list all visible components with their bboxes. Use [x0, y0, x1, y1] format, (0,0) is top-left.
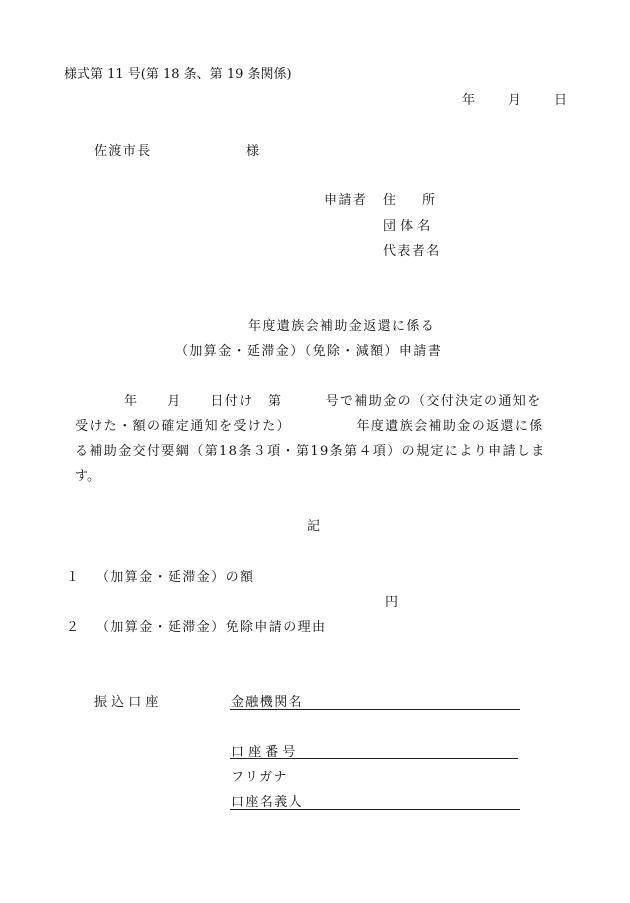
- item-2-number: ２: [66, 620, 80, 635]
- title-line-1: 年度遺族会補助金返還に係る: [248, 319, 436, 334]
- account-number-label: 口 座 番 号: [231, 745, 296, 760]
- address-label: 住 所: [383, 193, 436, 208]
- bank-name-label: 金融機関名: [231, 695, 304, 710]
- representative-label: 代表者名: [383, 244, 441, 259]
- body-line-4: す。: [75, 469, 100, 484]
- body-line-3: る補助金交付要綱（第18条３項・第19条第４項）の規定により申請しま: [75, 444, 546, 459]
- form-number: 様式第 11 号(第 18 条、第 19 条関係): [64, 67, 292, 82]
- account-holder-underline: [230, 809, 520, 810]
- date-month: 月: [508, 93, 522, 108]
- item-1-number: １: [66, 570, 80, 585]
- account-number-underline: [230, 758, 518, 759]
- addressee-name: 佐渡市長: [94, 144, 152, 159]
- group-name-label: 団 体 名: [383, 219, 431, 234]
- body-line-2: 受けた・額の確定通知を受けた） 年度遺族会補助金の返還に係: [75, 419, 544, 434]
- item-2-label: （加算金・延滞金）免除申請の理由: [96, 620, 327, 635]
- date-year: 年: [462, 93, 476, 108]
- applicant-label: 申請者: [324, 193, 368, 208]
- bank-heading: 振 込 口 座: [94, 695, 159, 710]
- ki-heading: 記: [307, 519, 321, 534]
- account-holder-label: 口座名義人: [231, 795, 304, 810]
- body-line-1: 年 月 日付け 第 号で補助金の（交付決定の通知を: [124, 394, 542, 409]
- title-line-2: （加算金・延滞金）（免除・減額）申請書: [175, 344, 443, 359]
- furigana-label: フリガナ: [231, 770, 288, 785]
- addressee-honorific: 様: [246, 144, 260, 159]
- item-1-unit: 円: [385, 595, 399, 610]
- bank-name-underline: [230, 709, 520, 710]
- item-1-label: （加算金・延滞金）の額: [96, 570, 255, 585]
- date-day: 日: [554, 93, 568, 108]
